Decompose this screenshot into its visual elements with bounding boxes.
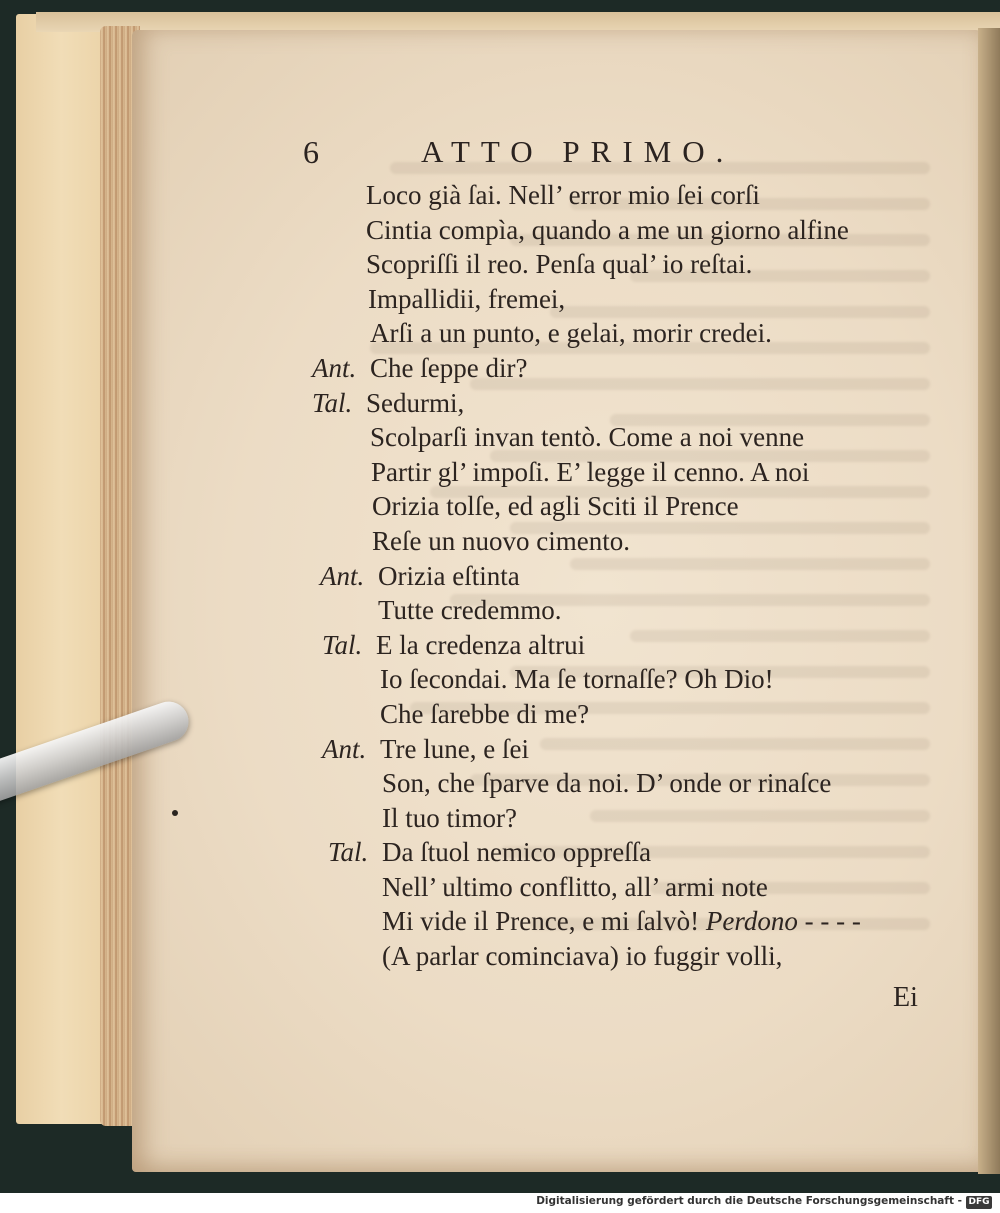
verse-line bbox=[300, 282, 940, 317]
verse-words: Reſe un nuovo cimento. bbox=[372, 525, 630, 556]
funding-credit: Digitalisierung gefördert durch die Deutsche Forschungsgemeinschaft - bbox=[536, 1195, 962, 1207]
running-head: ATTO PRIMO. bbox=[421, 134, 735, 169]
page-number: 6 bbox=[303, 134, 319, 170]
verse-words: Il tuo timor? bbox=[382, 802, 517, 833]
speaker-label: Tal. bbox=[322, 629, 363, 660]
speaker-label: Ant. bbox=[320, 560, 365, 591]
verse-text-line bbox=[378, 559, 520, 594]
verse-words: Tre lune, e ſei bbox=[380, 733, 529, 764]
verse-text-line bbox=[378, 593, 561, 628]
verse-text-line bbox=[380, 662, 774, 697]
verse-words: Che ſarebbe di me? bbox=[380, 698, 590, 729]
verse-line bbox=[300, 697, 940, 732]
verse-line bbox=[300, 939, 940, 974]
verse-words: Io ſecondai. Ma ſe tornaſſe? Oh Dio! bbox=[380, 664, 774, 695]
verse-line bbox=[300, 386, 940, 421]
verse-text-line bbox=[372, 489, 739, 524]
speaker-label: Ant. bbox=[322, 733, 367, 764]
speaker-label: Tal. bbox=[328, 837, 369, 868]
digitization-footer bbox=[0, 1193, 1000, 1213]
verse-words: Da ſtuol nemico oppreſſa bbox=[382, 837, 652, 868]
verse-text-line bbox=[376, 628, 585, 663]
verse-line bbox=[300, 178, 940, 213]
verse-text bbox=[300, 178, 940, 974]
verse-line bbox=[300, 351, 940, 386]
verse-text-line bbox=[382, 835, 651, 870]
verse-words: Loco già ſai. Nell’ error mio ſei corſi bbox=[366, 180, 760, 210]
verse-words: Partir gl’ impoſi. E’ legge il cenno. A noi bbox=[371, 456, 810, 487]
verse-italic-words: Perdono - - - - bbox=[705, 906, 861, 937]
dfg-logo: DFG bbox=[966, 1196, 992, 1209]
speaker-label: Tal. bbox=[312, 387, 353, 418]
verse-words: Nell’ ultimo conflitto, all’ armi note bbox=[382, 871, 768, 902]
verse-text-line bbox=[366, 247, 752, 282]
verse-line bbox=[300, 559, 940, 594]
verse-text-line bbox=[366, 386, 464, 421]
verse-line bbox=[300, 801, 940, 836]
verse-text-line bbox=[382, 904, 861, 939]
verse-line bbox=[300, 593, 940, 628]
verse-line bbox=[300, 213, 940, 248]
verse-text-line bbox=[382, 870, 768, 905]
verse-line bbox=[300, 524, 940, 559]
verse-words: Scopriſſi il reo. Penſa qual’ io reſtai. bbox=[366, 249, 753, 280]
book-cover-top-edge bbox=[36, 12, 1000, 32]
catchword: Ei bbox=[893, 982, 918, 1013]
verse-text-line bbox=[382, 939, 782, 974]
verse-line bbox=[300, 628, 940, 663]
verse-text-line bbox=[382, 766, 831, 801]
verse-text-line bbox=[370, 316, 772, 351]
verse-words: Che ſeppe dir? bbox=[370, 352, 528, 383]
verse-line bbox=[300, 904, 940, 939]
verse-words: Son, che ſparve da noi. D’ onde or rinaſce bbox=[382, 768, 832, 799]
verse-words: (A parlar cominciava) io fuggir volli, bbox=[382, 941, 783, 972]
speaker-label: Ant. bbox=[312, 352, 357, 383]
verse-text-line bbox=[382, 801, 517, 836]
verse-line bbox=[300, 835, 940, 870]
verse-text-line bbox=[371, 455, 809, 490]
verse-words: Impallidii, fremei, bbox=[368, 283, 566, 314]
verse-line bbox=[300, 420, 940, 455]
verse-words: Scolparſi invan tentò. Come a noi venne bbox=[370, 422, 805, 453]
verse-words: Tutte credemmo. bbox=[378, 595, 562, 626]
verse-line bbox=[300, 870, 940, 905]
verse-words: Arſi a un punto, e gelai, morir credei. bbox=[370, 318, 772, 349]
verse-line bbox=[300, 455, 940, 490]
verse-words: Mi vide il Prence, e mi ſalvò! bbox=[382, 906, 700, 937]
verse-words: Sedurmi, bbox=[366, 387, 465, 418]
verse-text-line bbox=[380, 697, 589, 732]
verse-text-line bbox=[370, 351, 527, 386]
page-header bbox=[303, 130, 823, 170]
verse-text-line bbox=[372, 524, 630, 559]
verse-text-line bbox=[380, 732, 529, 767]
verse-words: Orizia eſtinta bbox=[378, 560, 520, 591]
verse-text-line bbox=[366, 178, 760, 213]
verse-text-line bbox=[366, 213, 849, 248]
verse-words: E la credenza altrui bbox=[376, 629, 586, 660]
verse-line bbox=[300, 662, 940, 697]
verse-text-line bbox=[368, 282, 565, 317]
verse-line bbox=[300, 247, 940, 282]
verse-line bbox=[300, 732, 940, 767]
spot-mark bbox=[172, 810, 178, 816]
verse-words: Orizia tolſe, ed agli Sciti il Prence bbox=[372, 491, 739, 522]
verse-line bbox=[300, 489, 940, 524]
verse-line bbox=[300, 316, 940, 351]
page-gutter bbox=[978, 28, 1000, 1174]
verse-text-line bbox=[370, 420, 804, 455]
verse-line bbox=[300, 766, 940, 801]
verse-words: Cintia compìa, quando a me un giorno alfine bbox=[366, 214, 849, 245]
